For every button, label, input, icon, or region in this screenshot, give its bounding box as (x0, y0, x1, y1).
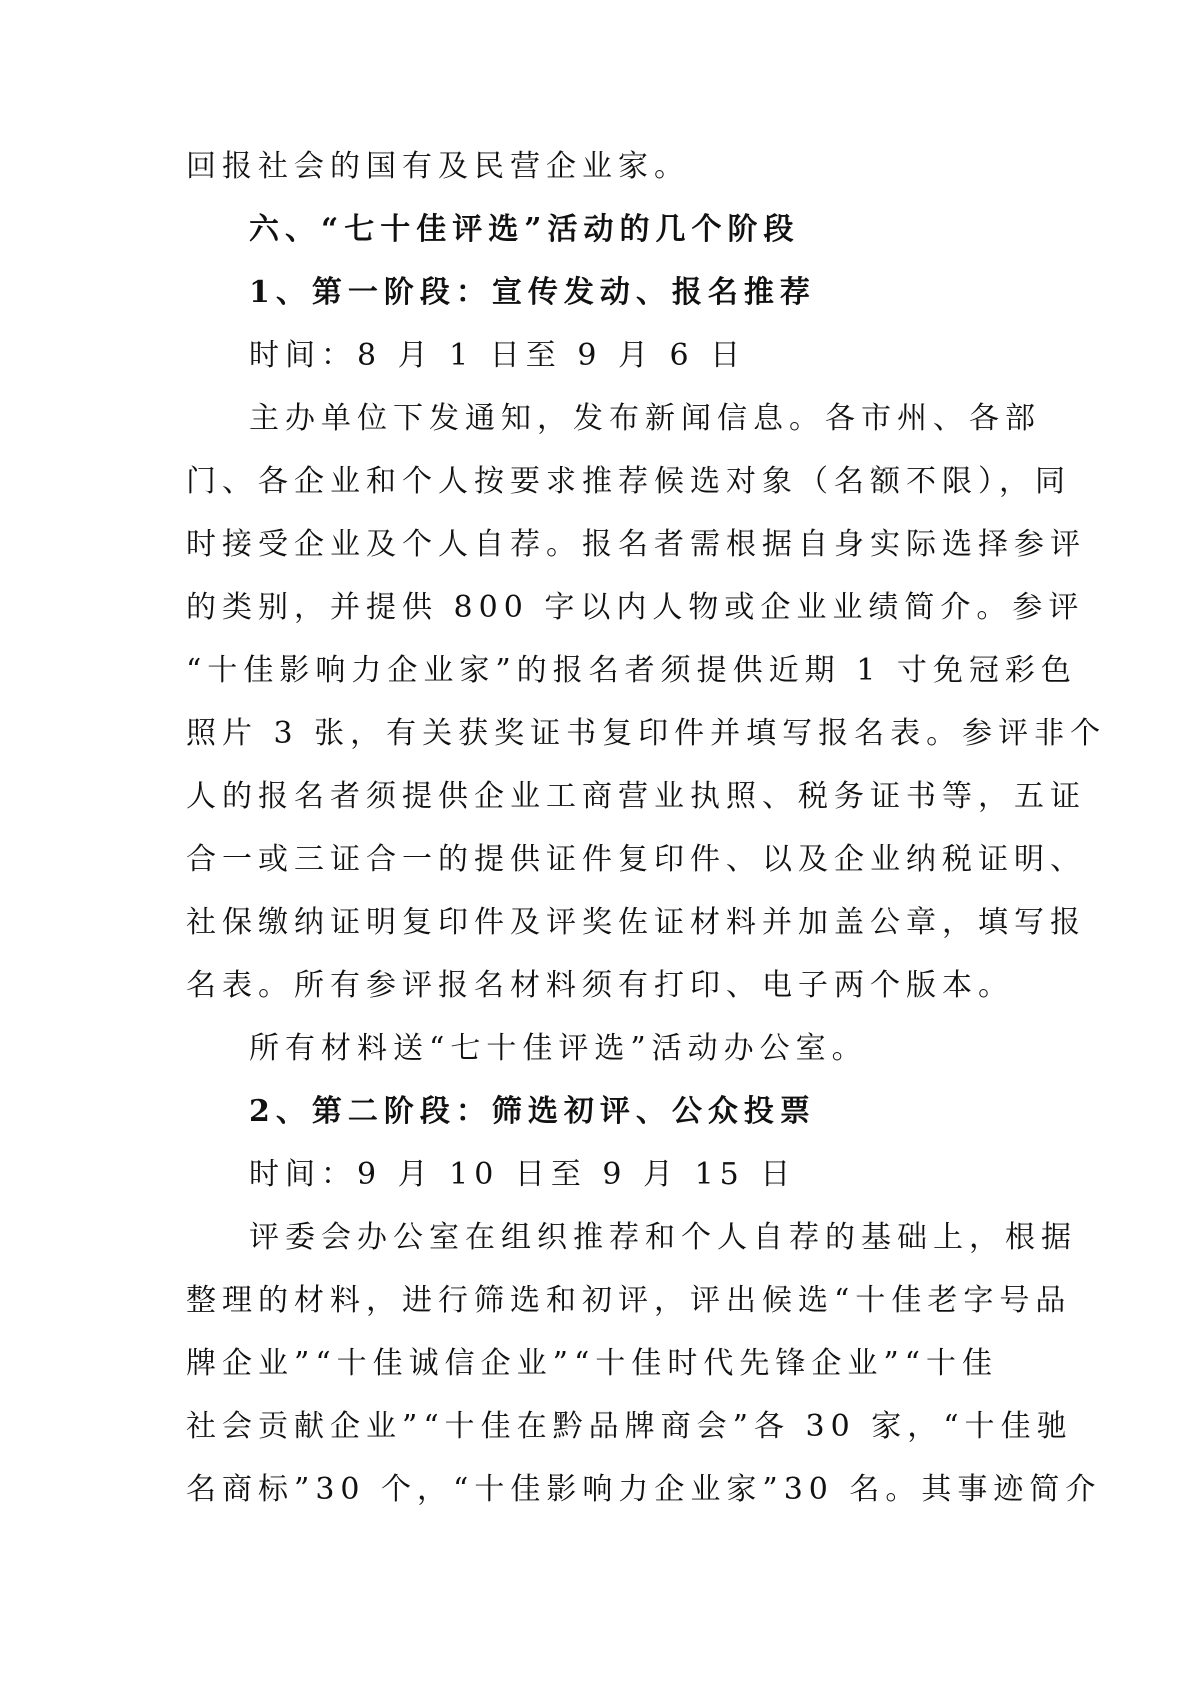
paragraph-line: 时接受企业及个人自荐。报名者需根据自身实际选择参评 (186, 527, 1086, 562)
paragraph-line: 的类别，并提供 800 字以内人物或企业业绩简介。参评 (186, 590, 1085, 625)
paragraph-line: 名商标”30 个，“十佳影响力企业家”30 名。其事迹简介 (186, 1472, 1102, 1507)
section-heading: 六、“七十佳评选”活动的几个阶段 (249, 212, 800, 247)
time-line: 时间：9 月 10 日至 9 月 15 日 (249, 1157, 797, 1192)
paragraph-line: 社保缴纳证明复印件及评奖佐证材料并加盖公章，填写报 (186, 905, 1086, 940)
paragraph-line: 回报社会的国有及民营企业家。 (186, 149, 690, 184)
paragraph-line: 整理的材料，进行筛选和初评，评出候选“十佳老字号品 (186, 1283, 1072, 1318)
paragraph-line: 照片 3 张，有关获奖证书复印件并填写报名表。参评非个 (186, 716, 1107, 751)
paragraph-line: 门、各企业和个人按要求推荐候选对象（名额不限），同 (186, 464, 1071, 499)
paragraph-line: 人的报名者须提供企业工商营业执照、税务证书等，五证 (186, 779, 1086, 814)
paragraph-line: 名表。所有参评报名材料须有打印、电子两个版本。 (186, 968, 1014, 1003)
time-line: 时间：8 月 1 日至 9 月 6 日 (249, 338, 747, 373)
paragraph-line: 主办单位下发通知，发布新闻信息。各市州、各部 (249, 401, 1041, 436)
paragraph-line: 牌企业”“十佳诚信企业”“十佳时代先锋企业”“十佳 (186, 1346, 999, 1381)
paragraph-line: 社会贡献企业”“十佳在黔品牌商会”各 30 家，“十佳驰 (186, 1409, 1073, 1444)
paragraph-line: 所有材料送“七十佳评选”活动办公室。 (249, 1031, 868, 1066)
paragraph-line: 评委会办公室在组织推荐和个人自荐的基础上，根据 (249, 1220, 1077, 1255)
subsection-heading: 1、第一阶段：宣传发动、报名推荐 (249, 275, 816, 310)
paragraph-line: 合一或三证合一的提供证件复印件、以及企业纳税证明、 (186, 842, 1086, 877)
paragraph-line: “十佳影响力企业家”的报名者须提供近期 1 寸免冠彩色 (186, 653, 1077, 688)
subsection-heading: 2、第二阶段：筛选初评、公众投票 (249, 1094, 816, 1129)
